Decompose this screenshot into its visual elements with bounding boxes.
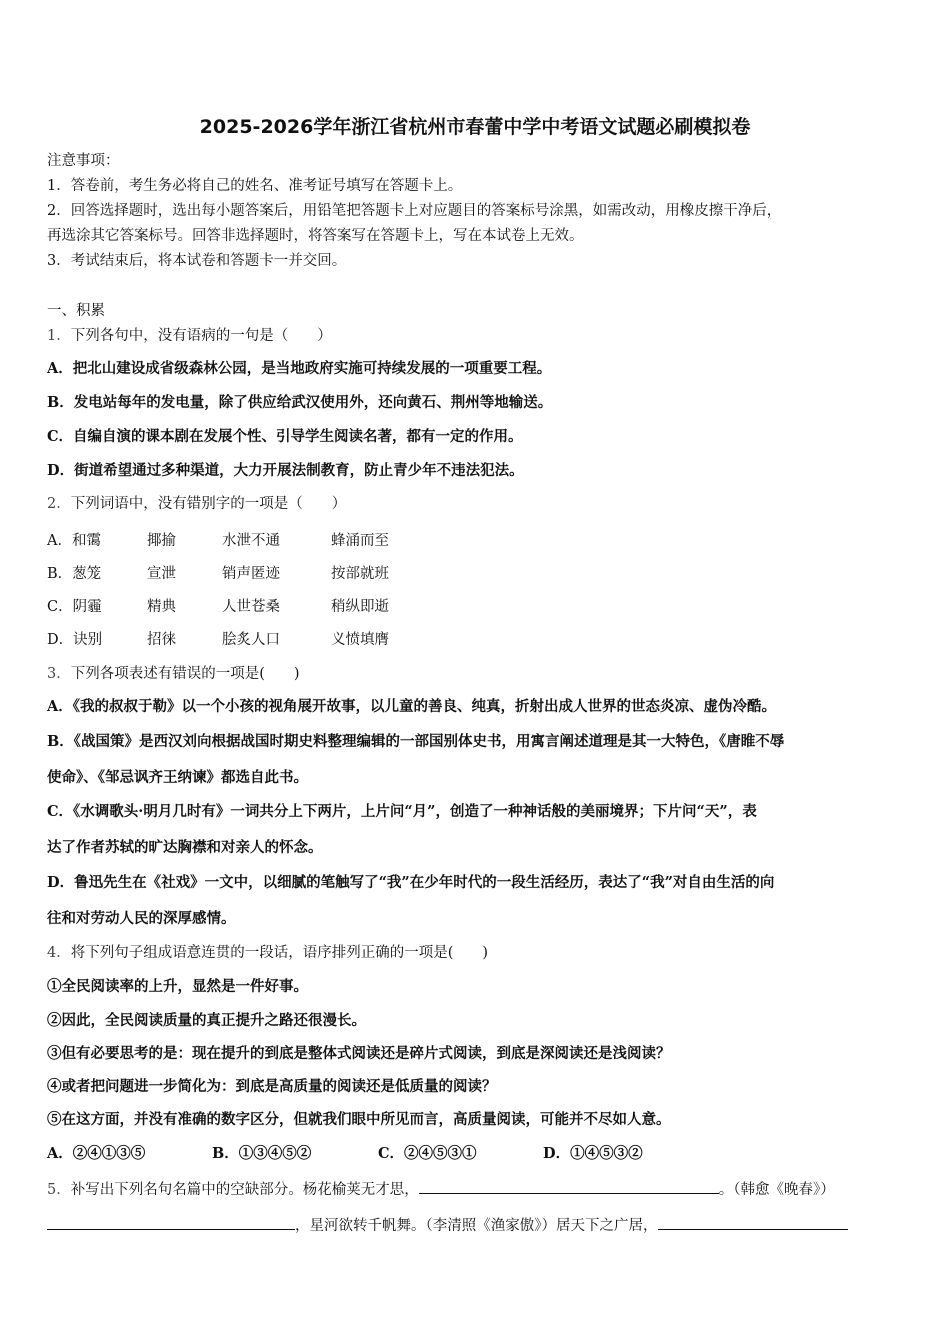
q4-sentence-2: ②因此，全民阅读质量的真正提升之路还很漫长。 <box>47 1012 366 1029</box>
question-text: 下列各句中，没有语病的一句是（ ） <box>70 328 332 344</box>
notice-heading: 注意事项： <box>47 153 120 169</box>
word: D．诀别 <box>47 632 103 648</box>
notice-item: 2．回答选择题时，选出每小题答案后，用铅笔把答题卡上对应题目的答案标号涂黑，如需改动，用橡皮擦干净后， <box>47 203 782 219</box>
word: 宣泄 <box>147 566 176 582</box>
q4-option-c: C．②④⑤③① <box>378 1145 477 1162</box>
notice-item: 再选涂其它答案标号。回答非选择题时，将答案写在答题卡上，写在本试卷上无效。 <box>47 228 584 244</box>
question-1-stem <box>47 326 332 346</box>
word: 精典 <box>147 599 176 615</box>
q3-option-c: C．《水调歌头·明月几时有》一词共分上下两片，上片问“月”，创造了一种神话般的美丽境界；下片问“天”，表 <box>47 803 757 820</box>
word: A．和霭 <box>47 533 101 549</box>
question-text: 下列各项表述有错误的一项是( ) <box>70 666 300 682</box>
word: 招徕 <box>147 632 176 648</box>
q4-sentence-1: ①全民阅读率的上升，显然是一件好事。 <box>47 978 308 995</box>
word: 人世苍桑 <box>222 599 280 615</box>
word: 义愤填膺 <box>331 632 389 648</box>
question-text: 。（韩愈《晚春》） <box>718 1182 835 1198</box>
question-3-stem <box>47 664 300 684</box>
word: 揶揄 <box>147 533 176 549</box>
answer-blank[interactable] <box>419 1178 719 1194</box>
question-text: 将下列句子组成语意连贯的一段话，语序排列正确的一项是( ) <box>70 945 489 961</box>
answer-blank[interactable] <box>658 1214 848 1230</box>
answer-blank[interactable] <box>47 1214 295 1230</box>
notice-item: 1．答卷前，考生务必将自己的姓名、准考证号填写在答题卡上。 <box>47 178 463 194</box>
q4-sentence-5: ⑤在这方面，并没有准确的数字区分，但就我们眼中所见而言，高质量阅读，可能并不尽如人意。 <box>47 1111 671 1128</box>
q4-option-a: A．②④①③⑤ <box>47 1145 146 1162</box>
word: 脍炙人口 <box>222 632 280 648</box>
word: 销声匿迹 <box>222 566 280 582</box>
word: B．葱笼 <box>47 566 102 582</box>
question-4-stem <box>47 943 488 963</box>
question-text: 补写出下列名句名篇中的空缺部分。杨花榆荚无才思， <box>70 1182 419 1198</box>
q3-option-b: B．《战国策》是西汉刘向根据战国时期史料整理编辑的一部国别体史书，用寓言阐述道理是其一大特色，《唐睢不辱 <box>47 733 785 750</box>
question-number: 3． <box>47 666 71 682</box>
q1-option-d: D．街道希望通过多种渠道，大力开展法制教育，防止青少年不违法犯法。 <box>47 462 524 479</box>
q4-option-d: D．①④⑤③② <box>543 1145 643 1162</box>
question-5-line-2 <box>47 1214 848 1236</box>
q4-sentence-3: ③但有必要思考的是：现在提升的到底是整体式阅读还是碎片式阅读，到底是深阅读还是浅阅读？ <box>47 1045 671 1062</box>
q3-option-c-cont: 达了作者苏轼的旷达胸襟和对亲人的怀念。 <box>47 839 323 856</box>
q3-option-d-cont: 往和对劳动人民的深厚感情。 <box>47 910 236 927</box>
question-2-stem <box>47 494 346 514</box>
question-text: 下列词语中，没有错别字的一项是（ ） <box>70 496 347 512</box>
q4-sentence-4: ④或者把问题进一步简化为：到底是高质量的阅读还是低质量的阅读？ <box>47 1078 497 1095</box>
q3-option-a: A．《我的叔叔于勒》以一个小孩的视角展开故事，以儿童的善良、纯真，折射出成人世界的世态炎凉、虚伪冷酷。 <box>47 698 776 715</box>
q1-option-b: B．发电站每年的发电量，除了供应给武汉使用外，还向黄石、荆州等地输送。 <box>47 394 553 411</box>
q3-option-d: D．鲁迅先生在《社戏》一文中，以细腻的笔触写了“我”在少年时代的一段生活经历，表达了“我”对自由生活的向 <box>47 874 775 891</box>
word: 稍纵即逝 <box>331 599 389 615</box>
q1-option-c: C．自编自演的课本剧在发展个性、引导学生阅读名著，都有一定的作用。 <box>47 428 523 445</box>
q4-option-b: B．①③④⑤② <box>212 1145 312 1162</box>
section-heading: 一、积累 <box>47 303 105 319</box>
page-title: 2025-2026学年浙江省杭州市春蕾中学中考语文试题必刷模拟卷 <box>199 116 751 138</box>
word: 蜂涌而至 <box>331 533 389 549</box>
question-number: 2． <box>47 496 71 512</box>
question-text: ，星河欲转千帆舞。（李清照《渔家傲》）居天下之广居， <box>295 1218 658 1234</box>
question-5-line-1 <box>47 1178 835 1200</box>
word: 按部就班 <box>331 566 389 582</box>
question-number: 1． <box>47 328 71 344</box>
question-number: 4． <box>47 945 71 961</box>
question-number: 5． <box>47 1182 71 1198</box>
q3-option-b-cont: 使命》、《邹忌讽齐王纳谏》都选自此书。 <box>47 769 308 786</box>
word: C．阴霾 <box>47 599 102 615</box>
q1-option-a: A．把北山建设成省级森林公园，是当地政府实施可持续发展的一项重要工程。 <box>47 360 552 377</box>
notice-item: 3．考试结束后，将本试卷和答题卡一并交回。 <box>47 253 347 269</box>
word: 水泄不通 <box>222 533 280 549</box>
